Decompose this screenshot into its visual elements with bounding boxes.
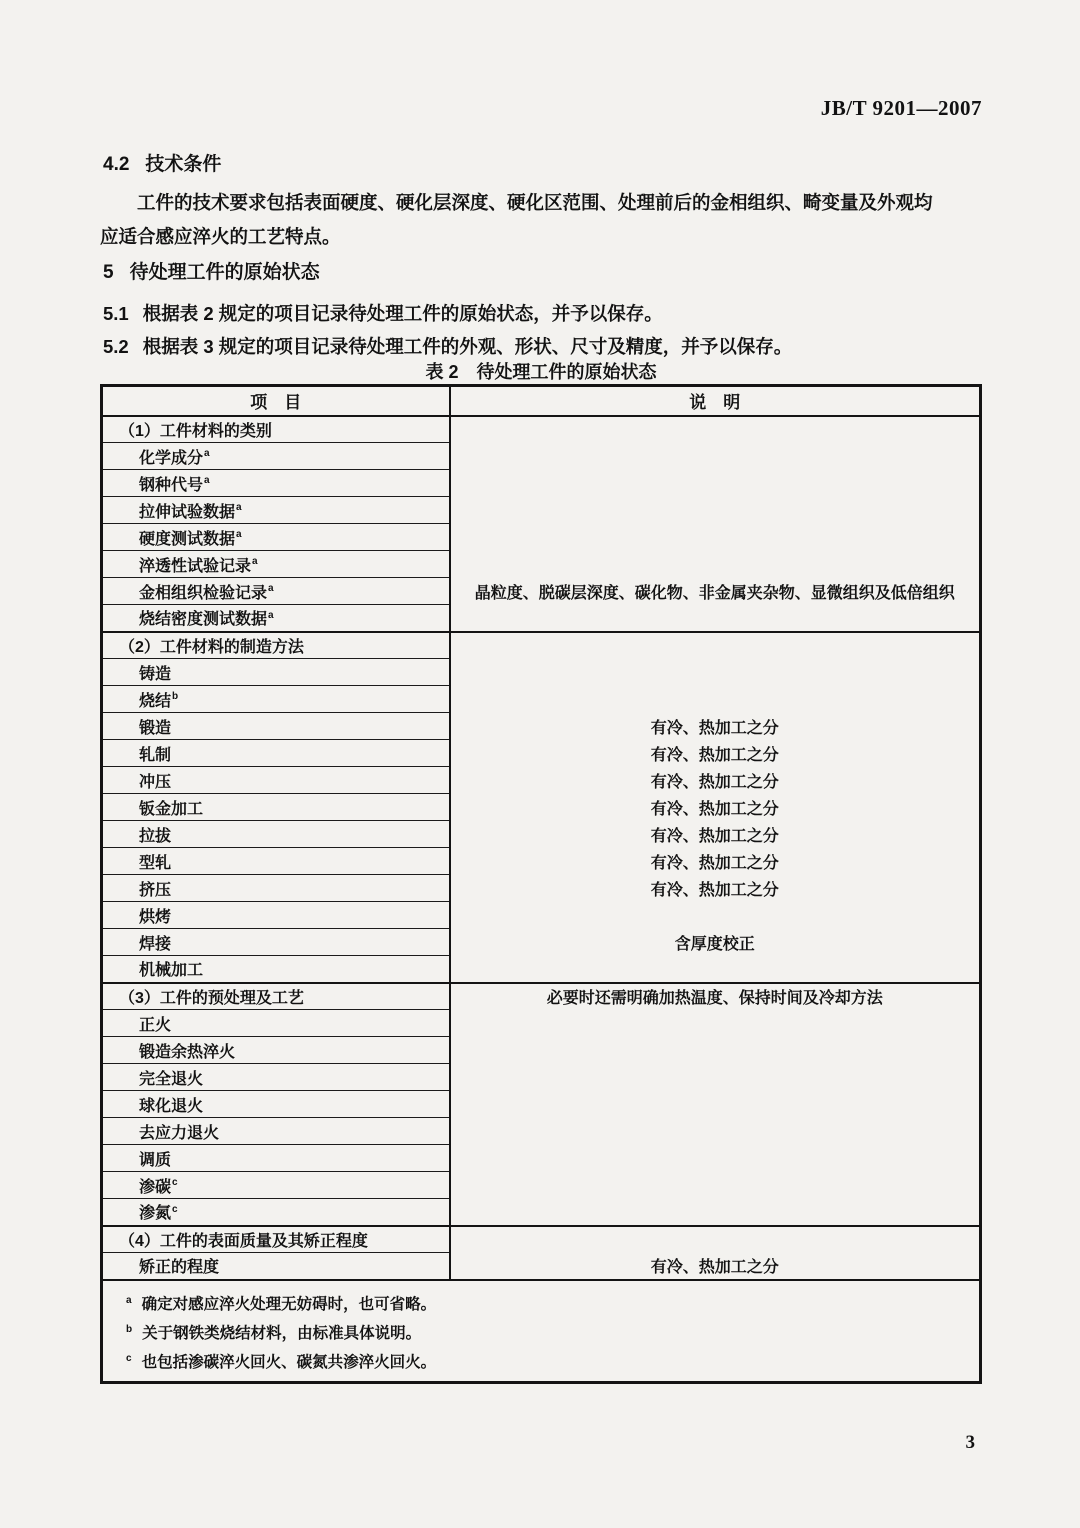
paragraph-line: 应适合感应淬火的工艺特点。 (100, 226, 341, 247)
footnote-marker: c (172, 1177, 178, 1189)
note-cell (450, 443, 981, 470)
note-cell (450, 416, 981, 443)
clause-5-1-number: 5.1 (103, 303, 129, 324)
note-cell (450, 1091, 981, 1118)
note-cell: 有冷、热加工之分 (650, 1259, 779, 1276)
table-row (102, 443, 981, 470)
table-row (102, 821, 981, 848)
item-cell: 铸造 (102, 659, 450, 686)
note-cell (450, 1145, 981, 1172)
footnote-line: $^c$ 也包括渗碳淬火回火、碳氮共渗淬火回火。 (126, 1352, 437, 1371)
item-cell: （1）工件材料的类别 (102, 416, 450, 443)
note-cell: 有冷、热加工之分 (650, 881, 779, 899)
table-row (102, 497, 981, 524)
item-cell: 去应力退火 (102, 1118, 450, 1145)
note-cell (450, 632, 981, 659)
item-cell: 机械加工 (102, 956, 450, 983)
item-cell: 烧结$^b$ (102, 686, 450, 713)
note-cell: 有冷、热加工之分 (650, 854, 779, 872)
note-cell (450, 686, 981, 713)
note-cell (450, 605, 981, 632)
paragraph-line: 工件的技术要求包括表面硬度、硬化层深度、硬化区范围、处理前后的金相组织、畸变量及外观均 (137, 192, 933, 213)
item-cell: 球化退火 (102, 1091, 450, 1118)
note-cell (450, 470, 981, 497)
note-cell: 有冷、热加工之分 (650, 827, 779, 845)
table-row (102, 875, 981, 902)
item-cell: 锻造 (102, 713, 450, 740)
item-cell: 渗碳$^c$ (102, 1172, 450, 1199)
footnote-marker: a (268, 609, 274, 621)
table-row (102, 1064, 981, 1091)
note-cell: 晶粒度、脱碳层深度、碳化物、非金属夹杂物、显微组织及低倍组织 (474, 584, 955, 602)
section-5-heading (103, 257, 320, 284)
footnotes-block (125, 1288, 969, 1375)
table-header-note-column: 说 明 (450, 386, 981, 416)
table-row (102, 659, 981, 686)
table-row (102, 740, 981, 767)
table-row (102, 767, 981, 794)
table-row (102, 848, 981, 875)
table-row (102, 1037, 981, 1064)
note-cell (450, 497, 981, 524)
clause-5-1-text: 根据表 2 规定的项目记录待处理工件的原始状态，并予以保存。 (142, 303, 663, 324)
table-row (102, 1091, 981, 1118)
footnote-marker: c (126, 1352, 132, 1364)
note-cell: 含厚度校正 (674, 935, 755, 953)
item-cell: 正火 (102, 1010, 450, 1037)
footnote-marker: c (172, 1203, 178, 1215)
item-cell: 金相组织检验记录$^a$ (102, 578, 450, 605)
item-cell: （2）工件材料的制造方法 (102, 632, 450, 659)
note-cell: 有冷、热加工之分 (650, 719, 779, 737)
note-cell (450, 524, 981, 551)
table-body (102, 416, 981, 1280)
item-cell: 硬度测试数据$^a$ (102, 524, 450, 551)
table-row (102, 983, 981, 1010)
table-row (102, 929, 981, 956)
table-row (102, 1010, 981, 1037)
item-cell: 淬透性试验记录$^a$ (102, 551, 450, 578)
note-cell (450, 1226, 981, 1253)
table-row (102, 632, 981, 659)
item-cell: 钣金加工 (102, 794, 450, 821)
table-row (102, 794, 981, 821)
item-cell: 冲压 (102, 767, 450, 794)
table-row (102, 578, 981, 605)
note-cell: 有冷、热加工之分 (650, 773, 779, 791)
table-footnotes-cell (102, 1280, 981, 1383)
section-4-2-title: 技术条件 (145, 154, 222, 175)
item-cell: 矫正的程度 (102, 1253, 450, 1280)
item-cell: 锻造余热淬火 (102, 1037, 450, 1064)
section-5-title: 待处理工件的原始状态 (129, 262, 320, 283)
section-4-2-paragraph (100, 186, 984, 254)
note-cell (450, 1037, 981, 1064)
item-cell: 调质 (102, 1145, 450, 1172)
footnote-marker: b (126, 1323, 133, 1335)
note-cell (450, 1064, 981, 1091)
table-row (102, 1253, 981, 1280)
note-cell (450, 659, 981, 686)
footnote-marker: a (204, 475, 210, 487)
clause-5-2-text: 根据表 3 规定的项目记录待处理工件的外观、形状、尺寸及精度，并予以保存。 (142, 336, 793, 357)
item-cell: 渗氮$^c$ (102, 1199, 450, 1226)
table-header-item-column: 项 目 (102, 386, 450, 416)
item-cell: 烘烤 (102, 902, 450, 929)
page-number: 3 (965, 1432, 975, 1453)
table-row (102, 416, 981, 443)
item-cell: （4）工件的表面质量及其矫正程度 (102, 1226, 450, 1253)
section-5-number: 5 (103, 262, 114, 283)
table-row (102, 1172, 981, 1199)
doc-number: JB/T 9201—2007 (820, 96, 982, 120)
note-cell (450, 1172, 981, 1199)
item-cell: 拉伸试验数据$^a$ (102, 497, 450, 524)
clause-5-2 (103, 333, 983, 359)
note-cell: 有冷、热加工之分 (650, 800, 779, 818)
footnote-line: $^b$ 关于钢铁类烧结材料，由标准具体说明。 (126, 1323, 422, 1342)
table-row (102, 686, 981, 713)
table-header-row (102, 386, 981, 416)
footnote-marker: a (126, 1294, 132, 1306)
note-cell (450, 1010, 981, 1037)
note-cell (450, 1118, 981, 1145)
item-cell: 化学成分$^a$ (102, 443, 450, 470)
note-cell (450, 1199, 981, 1226)
item-cell: 拉拔 (102, 821, 450, 848)
table-row (102, 551, 981, 578)
footnote-line: $^a$ 确定对感应淬火处理无妨碍时，也可省略。 (126, 1294, 437, 1313)
item-cell: 型轧 (102, 848, 450, 875)
footnote-marker: b (172, 691, 179, 703)
item-cell: （3）工件的预处理及工艺 (102, 983, 450, 1010)
note-cell (450, 956, 981, 983)
table-2-title: 表 2 待处理工件的原始状态 (425, 362, 657, 382)
note-cell (450, 902, 981, 929)
table-row (102, 1226, 981, 1253)
note-cell (450, 551, 981, 578)
item-cell: 挤压 (102, 875, 450, 902)
table-row (102, 470, 981, 497)
table-row (102, 1145, 981, 1172)
item-cell: 钢种代号$^a$ (102, 470, 450, 497)
table-2 (100, 384, 982, 1384)
note-cell: 必要时还需明确加热温度、保持时间及冷却方法 (450, 983, 981, 1010)
item-cell: 轧制 (102, 740, 450, 767)
section-4-2-number: 4.2 (103, 154, 130, 175)
table-row (102, 524, 981, 551)
footnote-marker: a (236, 529, 242, 541)
table-footnotes-row (102, 1280, 981, 1383)
item-cell: 焊接 (102, 929, 450, 956)
table-row (102, 956, 981, 983)
item-cell: 烧结密度测试数据$^a$ (102, 605, 450, 632)
clause-5-2-number: 5.2 (103, 336, 129, 357)
footnote-marker: a (268, 583, 274, 595)
footnote-marker: a (204, 448, 210, 460)
table-row (102, 902, 981, 929)
table-row (102, 1199, 981, 1226)
item-cell: 完全退火 (102, 1064, 450, 1091)
footnote-marker: a (252, 556, 258, 568)
section-4-2-heading (103, 149, 221, 176)
table-row (102, 605, 981, 632)
table-row (102, 713, 981, 740)
clause-5-1 (103, 300, 983, 326)
table-row (102, 1118, 981, 1145)
footnote-marker: a (236, 502, 242, 514)
note-cell: 有冷、热加工之分 (650, 746, 779, 764)
